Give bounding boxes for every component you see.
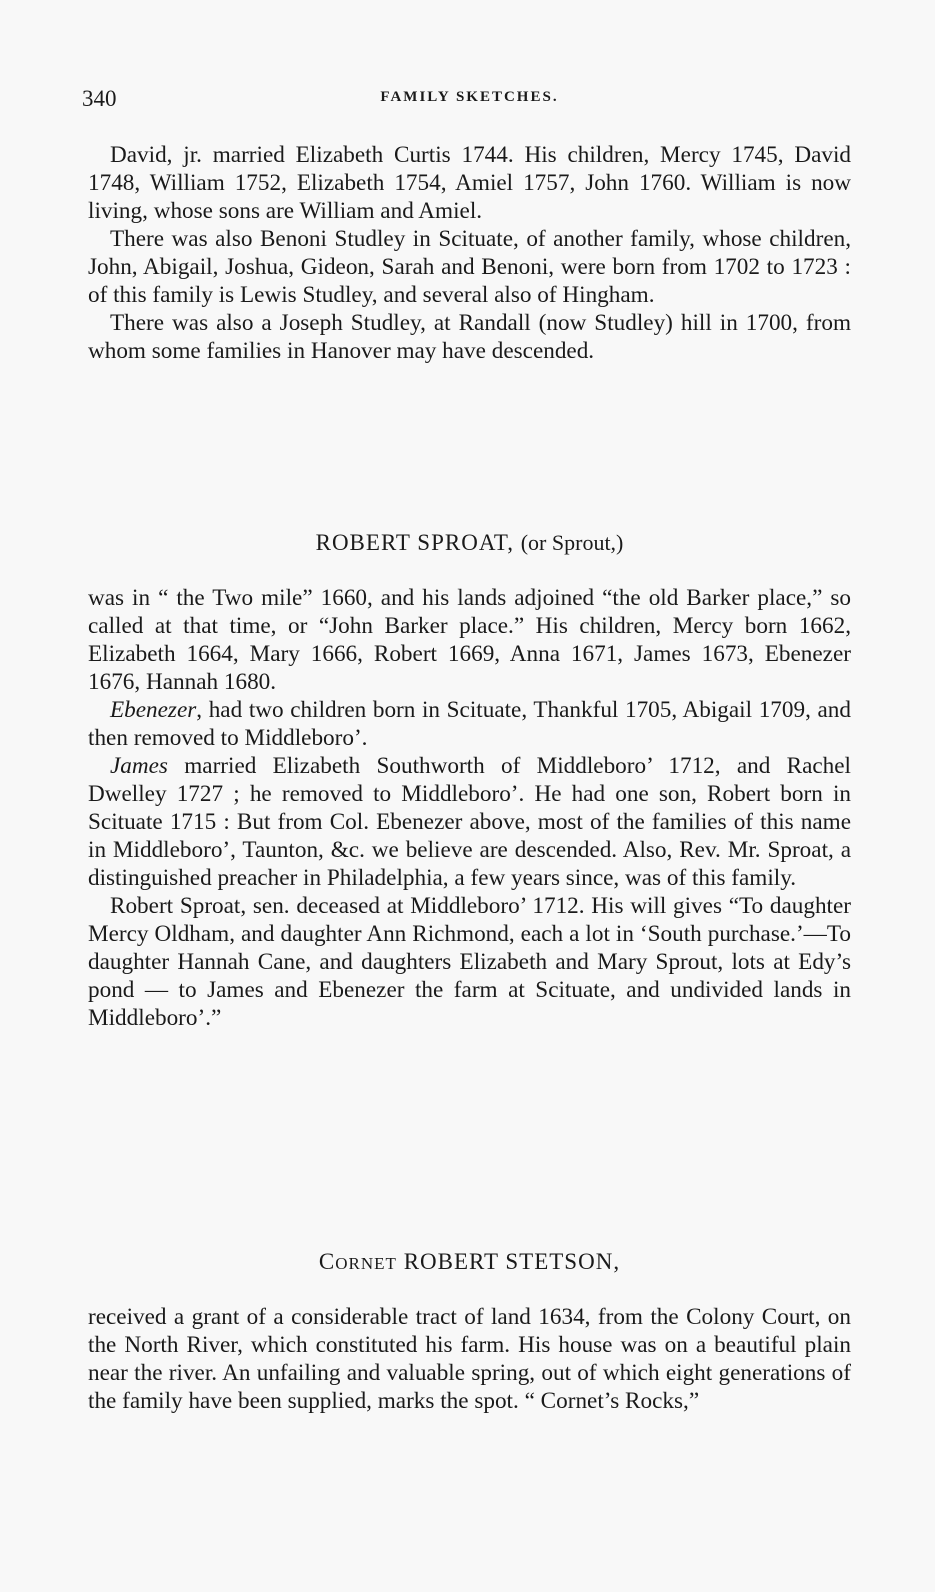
paragraph-robert-sproat-will: Robert Sproat, sen. deceased at Middleboro’ 1712. His will gives “To daughter Mercy Oldham, and daughter Ann Richmond, each a lot in ‘South purchase.’—To daughter Hannah Cane, and daughters Elizabeth and Mary Sprout, lots at Edy’s pond — to James and Ebenezer the farm at Scituate, and undivided lands in Middleboro’.”	[88, 893, 851, 1031]
heading-title-initial: C	[318, 1249, 336, 1274]
name-james: James	[110, 753, 168, 779]
page-number: 340	[82, 86, 117, 111]
paragraph-joseph-studley: There was also a Joseph Studley, at Randall (now Studley) hill in 1700, from whom some families in Hanover may have descended.	[88, 310, 851, 364]
paragraph-ebenezer	[88, 696, 851, 752]
heading-name: ROBERT SPROAT,	[315, 530, 514, 555]
section-heading-robert-sproat	[88, 530, 851, 556]
sproat-section	[88, 584, 851, 1032]
james-text: married Elizabeth Southworth of Middleboro’ 1712, and Rachel Dwelley 1727 ; he removed to Middleboro’. He had one son, Robert born in Scituate 1715 : But from Col. Ebenezer above, most of the families of this name in Middleboro’, Taunton, &c. we believe are descended. Also, Rev. Mr. Sproat, a distinguished preacher in Philadelphia, a few years since, was of this family.	[88, 753, 851, 891]
heading-alias: (or Sprout,)	[520, 530, 624, 555]
name-ebenezer: Ebenezer	[110, 697, 197, 723]
paragraph-sproat-intro: was in “ the Two mile” 1660, and his lands adjoined “the old Barker place,” so called at that time, or “John Barker place.” His children, Mercy born 1662, Elizabeth 1664, Mary 1666, Robert 1669, Anna 1671, James 1673, Ebenezer 1676, Hannah 1680.	[88, 585, 851, 695]
studley-section	[88, 141, 851, 365]
heading-name: ROBERT STETSON,	[403, 1249, 621, 1274]
heading-title-rest: ORNET	[335, 1254, 397, 1273]
running-title: FAMILY SKETCHES.	[380, 89, 559, 105]
paragraph-benoni-studley: There was also Benoni Studley in Scituate, of another family, whose children, John, Abigail, Joshua, Gideon, Sarah and Benoni, were born from 1702 to 1723 : of this family is Lewis Studley, and several also of Hingham.	[88, 226, 851, 308]
stetson-section	[88, 1303, 851, 1415]
heading-title	[319, 1249, 397, 1274]
paragraph-stetson-intro: received a grant of a considerable tract of land 1634, from the Colony Court, on the North River, which constituted his farm. His house was on a beautiful plain near the river. An unfailing and valuable spring, out of which eight generations of the family have been supplied, marks the spot. “ Cornet’s Rocks,”	[88, 1304, 851, 1414]
section-heading-cornet-robert-stetson	[88, 1249, 851, 1275]
paragraph-david-jr: David, jr. married Elizabeth Curtis 1744. His children, Mercy 1745, David 1748, William 1752, Elizabeth 1754, Amiel 1757, John 1760. William is now living, whose sons are William and Amiel.	[88, 142, 851, 224]
paragraph-james	[88, 752, 851, 892]
running-head	[82, 86, 851, 112]
ebenezer-text: , had two children born in Scituate, Thankful 1705, Abigail 1709, and then removed to Middleboro’.	[88, 697, 851, 751]
